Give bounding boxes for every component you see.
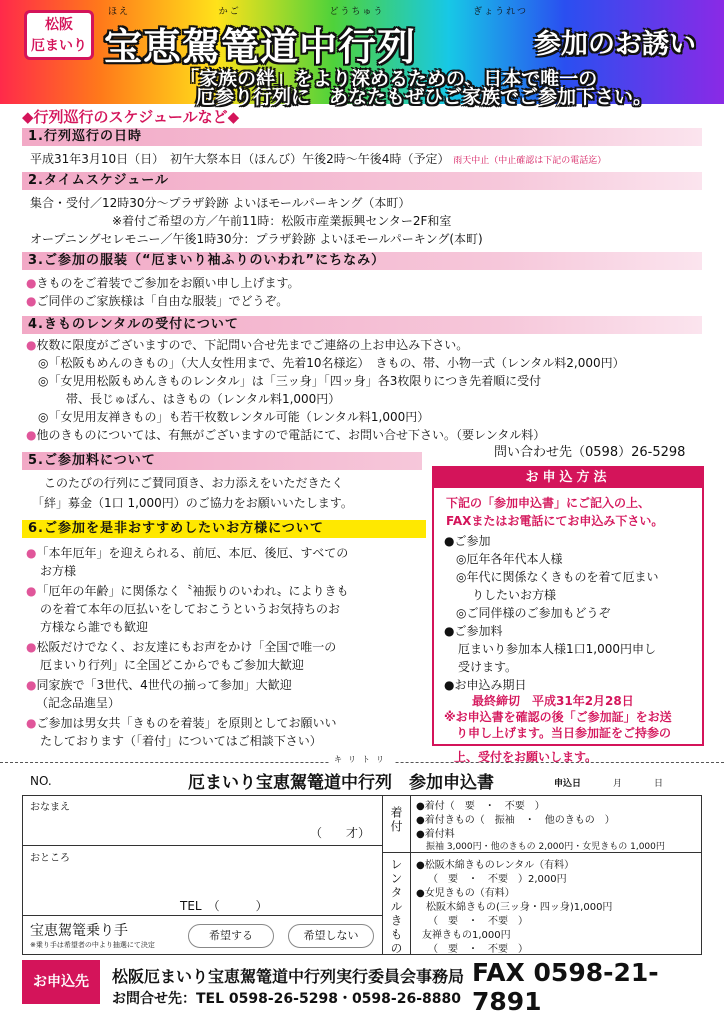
target-line-9: （記念品進呈） (36, 696, 121, 710)
target-line-6: ●松阪だけでなく、お友達にもお声をかけ「全国で唯一の (26, 640, 337, 654)
apply-line-9: ●お申込み期日 (444, 678, 527, 692)
want-option[interactable]: 希望する (188, 924, 274, 948)
footer-tel: お問合せ先：TEL 0598-26-5298・0598-26-8880 (112, 991, 461, 1007)
ruby-2: かご (218, 7, 241, 17)
apply-intro-1: 下記の「参加申込書」にご記入の上、 (446, 496, 651, 510)
schedule-line-3: オープニングセレモニー／午後1時30分：プラザ鈴跡 よいほモールパーキング(本町) (30, 232, 483, 246)
name-field[interactable] (310, 824, 370, 841)
rental-line-2: ◎「松阪もめんのきもの」（大人女性用まで、先着10名様迄） きもの、帯、小物一式（レンタル料2,000円） (38, 356, 625, 370)
rental-option-2: ●女児きもの（有料） (416, 888, 515, 899)
age-field: （ 才） (310, 826, 371, 840)
target-line-5: 方様なら誰でも歓迎 (40, 620, 149, 634)
tel-field[interactable]: TEL （ ） (180, 899, 268, 913)
rental-option-1-choice[interactable]: （ 要 ・ 不要 ）2,000円 (428, 874, 567, 885)
tagline-line2: 厄参り行列に あなたもぜひご家族でご参加下さい。 (196, 86, 653, 108)
apply-heading: お申込方法 (434, 468, 702, 488)
apply-line-8: 受けます。 (458, 660, 518, 674)
form-number: NO. (30, 774, 52, 788)
matsusaka-badge (24, 10, 94, 60)
apply-note-3: 上、受付をお願いします。 (454, 750, 598, 764)
apply-line-5: ◎ご同伴様のご参加もどうぞ (456, 606, 611, 620)
apply-line-6: ●ご参加料 (444, 624, 503, 638)
kitsuke-fee: 振袖 3,000円・他のきもの 2,000円・女児きもの 1,000円 (426, 842, 665, 852)
form-divider (382, 795, 383, 955)
target-line-3: ●「厄年の年齢」に関係なく〝袖振りのいわれ〟によりきも (26, 584, 349, 598)
apply-note-2: り申し上げます。当日参加証をご持参の (456, 726, 672, 740)
form-divider (22, 915, 382, 916)
rider-label: 宝恵駕篭乗り手 (30, 923, 128, 939)
form-date (554, 776, 663, 789)
kitsuke-option-2[interactable]: ●着付きもの（ 振袖 ・ 他のきもの ） (416, 815, 615, 826)
apply-line-7: 厄まいり参加本人様1口1,000円申し (458, 642, 656, 656)
form-divider (382, 852, 702, 853)
fee-line-2: 「絆」募金（1口 1,000円）のご協力をお願いいたします。 (32, 496, 353, 510)
header-banner (0, 0, 724, 108)
date-label: 申込日 (554, 779, 582, 789)
rain-note: 雨天中止（中止確認は下記の電話迄） (453, 156, 607, 166)
rental-option-3-item: 友禅きもの1,000円 (422, 930, 511, 941)
badge-line2: 厄まいり (31, 38, 87, 54)
rental-line-1: ●枚数に限度がございますので、下記問い合せ先までご連絡の上お申込み下さい。 (26, 338, 469, 352)
section1-line (30, 150, 606, 167)
target-line-2: お方様 (40, 564, 77, 578)
rental-option-2-item: 松阪木綿きもの(三ッ身・四ッ身)1,000円 (426, 902, 613, 913)
rental-option-1: ●松阪木綿きものレンタル（有料） (416, 860, 575, 871)
schedule-line-2: ※着付ご希望の方／午前11時：松阪市産業振興センター2F和室 (112, 214, 452, 228)
attire-line-2: ●ご同伴のご家族様は「自由な服装」でどうぞ。 (26, 294, 289, 308)
month-label: 月 (613, 779, 623, 789)
page-title: 宝恵駕篭道中行列 (104, 24, 417, 69)
attire-line-1: ●きものをご着装でご参加をお願い申し上げます。 (26, 276, 300, 290)
badge-line1: 松阪 (45, 17, 73, 33)
apply-deadline: 最終締切 平成31年2月28日 (472, 694, 634, 708)
kitsuke-label: 着付 (389, 806, 403, 834)
footer-organization: 松阪厄まいり宝恵駕篭道中行列実行委員会事務局 (112, 967, 465, 986)
apply-intro-2: FAXまたはお電話にてお申込み下さい。 (446, 514, 664, 528)
apply-line-4: りしたいお方様 (472, 588, 557, 602)
ruby-4: ぎょうれつ (473, 7, 528, 17)
rental-line-3: ◎「女児用松阪もめんきものレンタル」は「三ッ身」「四ッ身」各3枚限りにつき先着順に受付 (38, 374, 542, 388)
form-title: 厄まいり宝恵駕篭道中行列 参加申込書 (188, 773, 494, 793)
kitsuke-fee-label: ●着付料 (416, 829, 455, 840)
rental-label: レンタルきもの (389, 858, 403, 956)
kiritori-label: キリトリ (330, 754, 394, 765)
apply-note-1: ※お申込書を確認の後「ご参加証」をお送 (444, 710, 672, 724)
form-divider (22, 845, 382, 846)
rental-option-3-choice[interactable]: （ 要 ・ 不要 ） (428, 944, 528, 955)
contact-phone: 問い合わせ先（0598）26-5298 (494, 445, 686, 460)
page-subtitle: 参加のお誘い (534, 29, 696, 60)
target-line-8: ●同家族で「3世代、4世代の揃って参加」大歓迎 (26, 678, 292, 692)
apply-method-box (432, 466, 704, 746)
fee-line-1: このたびの行列にご賛同頂き、お力添えをいただきたく (44, 476, 344, 490)
name-label: おなまえ (30, 802, 70, 813)
schedule-title: ◆行列巡行のスケジュールなど◆ (22, 108, 240, 126)
target-line-11: たしております（「着付」についてはご相談下さい） (40, 734, 322, 748)
address-label: おところ (30, 853, 70, 864)
ruby-3: どうちゅう (329, 7, 385, 17)
section4-heading: 4.きものレンタルの受付について (22, 316, 702, 334)
not-want-option[interactable]: 希望しない (288, 924, 374, 948)
footer-tag: お申込先 (22, 960, 100, 1004)
apply-line-1: ●ご参加 (444, 534, 491, 548)
rental-line-4: 帯、長じゅばん、はきもの（レンタル料1,000円） (66, 392, 341, 406)
rental-line-5: ◎「女児用友禅きもの」も若干枚数レンタル可能（レンタル料1,000円） (38, 410, 430, 424)
section6-heading: 6.ご参加を是非おすすめしたいお方様について (22, 520, 426, 538)
form-divider (410, 795, 411, 955)
rider-note: ※乗り手は希望者の中より抽選にて決定 (30, 941, 155, 949)
day-label: 日 (654, 779, 664, 789)
target-line-1: ●「本年厄年」を迎えられる、前厄、本厄、後厄、すべての (26, 546, 349, 560)
section2-heading: 2.タイムスケジュール (22, 172, 702, 190)
section1-datetime: 平成31年3月10日（日） 初午大祭本日（ほんび）午後2時～午後4時（予定） (30, 152, 450, 166)
schedule-line-1: 集合・受付／12時30分～プラザ鈴跡 よいほモールパーキング（本町） (30, 196, 411, 210)
target-line-4: のを着て本年の厄払いをしておこうというお気持ちのお (40, 602, 341, 616)
rental-line-6: ●他のきものについては、有無がございますので電話にて、お問い合せ下さい。（要レンタル料） (26, 428, 546, 442)
section5-heading: 5.ご参加料について (22, 452, 422, 470)
ruby-1: ほえ (108, 7, 131, 17)
tagline-line1: 「家族の絆」をより深めるための、日本で唯一の (180, 68, 598, 90)
apply-line-3: ◎年代に関係なくきものを着て厄まい (456, 570, 659, 584)
section1-heading: 1.行列巡行の日時 (22, 128, 702, 146)
apply-line-2: ◎厄年各年代本人様 (456, 552, 563, 566)
kitsuke-option-1[interactable]: ●着付（ 要 ・ 不要 ） (416, 801, 545, 812)
rental-option-2-choice[interactable]: （ 要 ・ 不要 ） (428, 916, 528, 927)
target-line-7: 厄まいり行列」に全国どこからでもご参加大歓迎 (40, 658, 304, 672)
footer-fax: FAX 0598-21-7891 (472, 958, 659, 1016)
target-line-10: ●ご参加は男女共「きものを着装」を原則としてお願いい (26, 716, 337, 730)
section3-heading: 3.ご参加の服装（“厄まいり袖ふりのいわれ”にちなみ） (22, 252, 702, 270)
